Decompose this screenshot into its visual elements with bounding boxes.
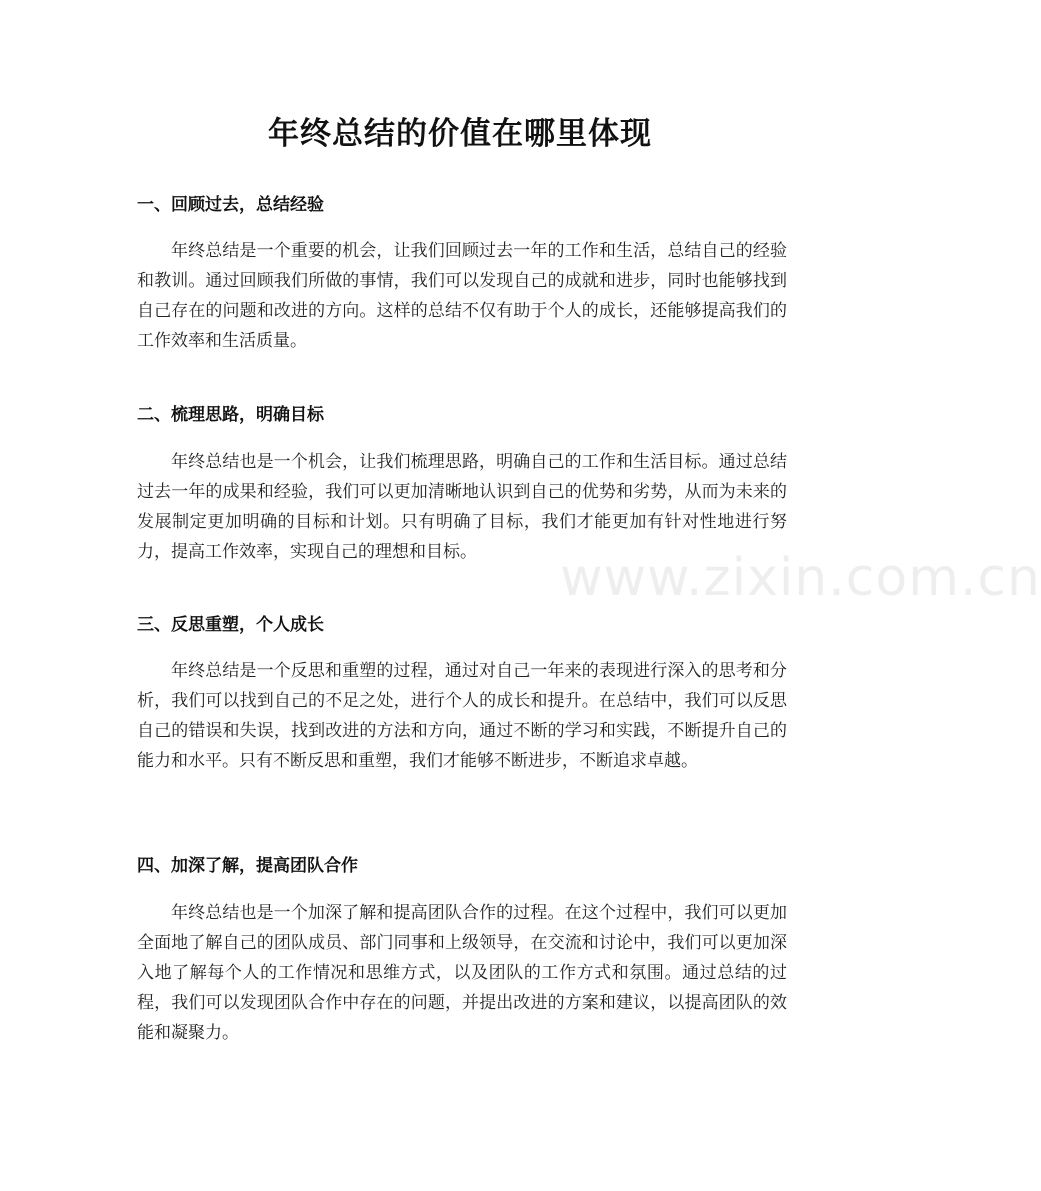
section-body-2: 年终总结也是一个机会，让我们梳理思路，明确自己的工作和生活目标。通过总结过去一年的成果和经验，我们可以更加清晰地认识到自己的优势和劣势，从而为未来的发展制定更加明确的目标和计划。只有明确了目标，我们才能更加有针对性地进行努力，提高工作效率，实现自己的理想和目标。 [137, 452, 787, 562]
watermark-text: www.zixin.com.cn [560, 548, 1041, 608]
section-heading-3: 三、反思重塑，个人成长 [137, 615, 324, 635]
section-body-4: 年终总结也是一个加深了解和提高团队合作的过程。在这个过程中，我们可以更加全面地了解自己的团队成员、部门同事和上级领导，在交流和讨论中，我们可以更加深入地了解每个人的工作情况和思维方式，以及团队的工作方式和氛围。通过总结的过程，我们可以发现团队合作中存在的问题，并提出改进的方案和建议，以提高团队的效能和凝聚力。 [137, 903, 787, 1043]
section-heading-2: 二、梳理思路，明确目标 [137, 405, 324, 425]
section-heading-1: 一、回顾过去，总结经验 [137, 195, 324, 215]
section-heading-4: 四、加深了解，提高团队合作 [137, 856, 358, 876]
document-title: 年终总结的价值在哪里体现 [268, 116, 652, 152]
section-body-3: 年终总结是一个反思和重塑的过程，通过对自己一年来的表现进行深入的思考和分析，我们可以找到自己的不足之处，进行个人的成长和提升。在总结中，我们可以反思自己的错误和失误，找到改进的方法和方向，通过不断的学习和实践，不断提升自己的能力和水平。只有不断反思和重塑，我们才能够不断进步，不断追求卓越。 [137, 661, 787, 771]
section-body-1: 年终总结是一个重要的机会，让我们回顾过去一年的工作和生活，总结自己的经验和教训。通过回顾我们所做的事情，我们可以发现自己的成就和进步，同时也能够找到自己存在的问题和改进的方向。这样的总结不仅有助于个人的成长，还能够提高我们的工作效率和生活质量。 [137, 241, 787, 351]
